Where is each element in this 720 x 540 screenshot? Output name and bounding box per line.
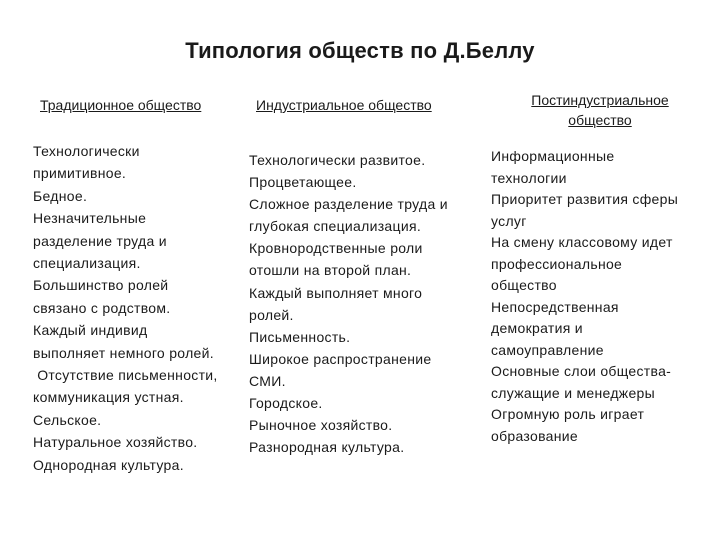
text-line: Бедное. bbox=[33, 187, 88, 204]
text-line: коммуникация устная. bbox=[33, 389, 184, 406]
text-line: Натуральное хозяйство. bbox=[33, 434, 198, 451]
text-line: Каждый выполняет много bbox=[249, 284, 423, 301]
column-traditional bbox=[33, 140, 248, 476]
text-line: самоуправление bbox=[491, 341, 604, 358]
text-line: Незначительные bbox=[33, 210, 147, 227]
text-line: Информационные bbox=[491, 148, 615, 164]
text-line: специализация. bbox=[33, 255, 141, 272]
text-line: услуг bbox=[491, 212, 527, 229]
text-line: профессиональное bbox=[491, 255, 623, 272]
text-line: Сложное разделение труда и bbox=[249, 196, 448, 213]
text-line: Технологически bbox=[33, 143, 140, 159]
column-heading-postindustrial-line2: общество bbox=[568, 112, 632, 128]
page-title: Типология обществ по Д.Беллу bbox=[185, 38, 535, 63]
text-line: ролей. bbox=[249, 306, 294, 323]
column-industrial bbox=[249, 149, 484, 458]
text-line: СМИ. bbox=[249, 372, 286, 389]
text-line: Отсутствие письменности, bbox=[33, 367, 218, 384]
text-line: Приоритет развития сферы bbox=[491, 191, 679, 207]
text-line: связано с родством. bbox=[33, 299, 171, 316]
column-heading-postindustrial bbox=[510, 90, 690, 130]
text-line: демократия и bbox=[491, 320, 583, 336]
text-line: Процветающее. bbox=[249, 174, 357, 191]
text-line: примитивное. bbox=[33, 165, 127, 182]
text-line: общество bbox=[491, 277, 557, 293]
column-heading-postindustrial-line1: Постиндустриальное bbox=[531, 92, 669, 108]
text-line: Однородная культура. bbox=[33, 456, 184, 473]
column-heading-industrial: Индустриальное общество bbox=[256, 97, 432, 113]
text-line: глубокая специализация. bbox=[249, 218, 422, 235]
text-line: Разнородная культура. bbox=[249, 439, 405, 456]
text-line: отошли на второй план. bbox=[249, 262, 412, 279]
text-line: Письменность. bbox=[249, 328, 351, 345]
text-line: Каждый индивид bbox=[33, 322, 148, 339]
text-line: Рыночное хозяйство. bbox=[249, 417, 393, 434]
text-line: Широкое распространение bbox=[249, 350, 432, 367]
text-line: На смену классовому идет bbox=[491, 234, 673, 250]
text-line: Большинство ролей bbox=[33, 277, 169, 294]
text-line: образование bbox=[491, 427, 578, 444]
column-postindustrial bbox=[491, 146, 706, 447]
text-line: служащие и менеджеры bbox=[491, 384, 655, 401]
text-line: выполняет немного ролей. bbox=[33, 344, 214, 361]
text-line: разделение труда и bbox=[33, 232, 167, 249]
text-line: технологии bbox=[491, 169, 567, 186]
column-heading-traditional: Традиционное общество bbox=[40, 97, 202, 113]
text-line: Кровнородственные роли bbox=[249, 240, 423, 257]
text-line: Основные слои общества- bbox=[491, 363, 672, 379]
text-line: Огромную роль играет bbox=[491, 406, 645, 422]
text-line: Технологически развитое. bbox=[249, 152, 426, 168]
text-line: Сельское. bbox=[33, 411, 102, 428]
text-line: Непосредственная bbox=[491, 298, 619, 315]
text-line: Городское. bbox=[249, 395, 323, 412]
